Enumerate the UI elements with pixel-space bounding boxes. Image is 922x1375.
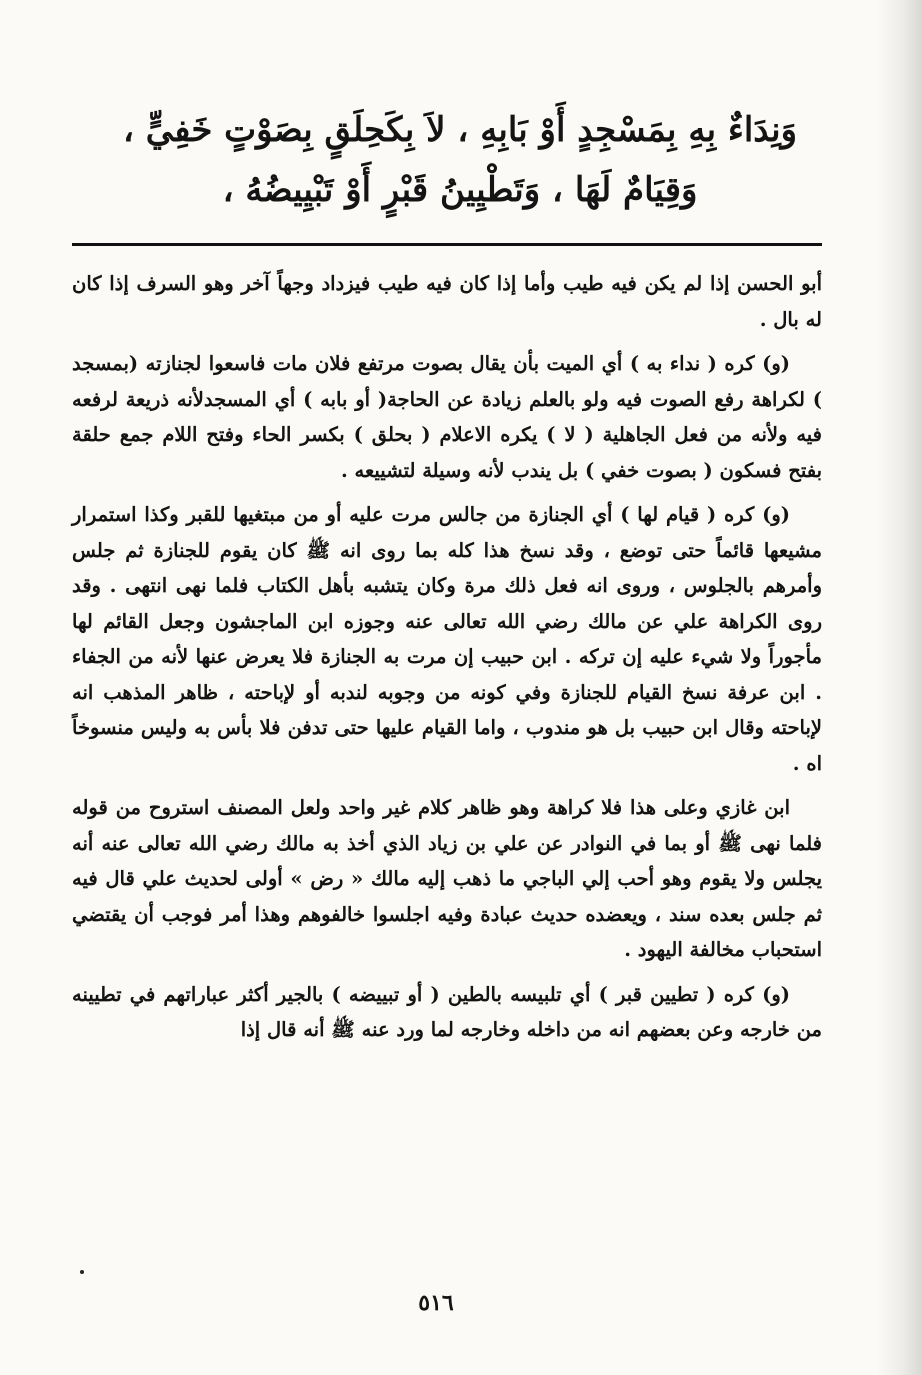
commentary-paragraph-2: (و) كره ( نداء به ) أي الميت بأن يقال بصوت مرتفع فلان مات فاسعوا لجنازته (بمسجد ) لكراهة رفع الصوت فيه ولو بالعلم زيادة عن الحاجة( أو بابه ) أي المسجدلأنه ذريعة لرفعه فيه ولأنه من فعل الجاهلية ( لا ) يكره الاعلام ( بحلق ) بكسر الحاء وفتح اللام جمع حلقة بفتح فسكون ( بصوت خفي ) بل يندب لأنه وسيلة لتشييعه . [72,352,822,482]
commentary-paragraph-5: (و) كره ( تطيين قبر ) أي تلبيسه بالطين ( أو تبييضه ) بالجير أكثر عباراتهم في تطيينه من خارجه وعن بعضهم انه من داخله وخارجه لما ورد عنه ﷺ أنه قال إذا [72,982,822,1041]
matn-text [110,100,810,220]
commentary-paragraph-1: أبو الحسن إذا لم يكن فيه طيب وأما إذا كان فيه طيب فيزداد وجهاً آخر وهو السرف إذا كان له بال . [72,272,822,331]
commentary-paragraph-3: (و) كره ( قيام لها ) أي الجنازة من جالس مرت عليه أو من مبتغيها للقبر وكذا استمرار مشيعها قائماً حتى توضع ، وقد نسخ هذا كله بما روى انه ﷺ كان يقوم للجنازة ثم جلس وأمرهم بالجلوس ، وروى انه فعل ذلك مرة وكان يتشبه بأهل الكتاب فلما نهى انتهى . وقد روى الكراهة علي عن مالك رضي الله تعالى عنه وجوزه ابن الماجشون وجعل القائم لها مأجوراً ولا شيء عليه إن تركه . ابن حبيب إن مرت به الجنازة فلا يعرض عنها لأنه من الجفاء . ابن عرفة نسخ القيام للجنازة وفي كونه من وجوبه لندبه أو لإباحته ، ظاهر المذهب انه لإباحته وقال ابن حبيب بل هو مندوب ، واما القيام عليها حتى تدفن فلا بأس به وليس منسوخاً اه . [72,503,822,775]
commentary-paragraph-4: ابن غازي وعلى هذا فلا كراهة وهو ظاهر كلام غير واحد ولعل المصنف استروح من قوله فلما نهى ﷺ أو بما في النوادر عن علي بن زياد الذي أخذ به مالك رضي الله تعالى عنه أنه يجلس ولا يقوم وهو أحب إلي الباجي ما ذهب إليه مالك « رض » أولى لحديث علي قال فيه ثم جلس بعده سند ، ويعضده حديث عبادة وفيه اجلسوا خالفوهم وهذا أمر فوجب أن يقتضي استحباب مخالفة اليهود . [72,796,822,961]
page-number: ٥١٦ [418,1290,454,1316]
commentary-text [72,266,822,1057]
page-edge-shadow [876,0,922,1375]
ink-speck [80,1270,84,1274]
matn-line-1: وَنِدَاءٌ بِهِ بِمَسْجِدٍ أَوْ بَابِهِ ، لاَ بِكَحِلَقٍ بِصَوْتٍ خَفِيٍّ ، [122,110,798,150]
matn-line-2: وَقِيَامٌ لَهَا ، وَتَطْيِينُ قَبْرٍ أَوْ تَبْيِيضُهُ ، [222,170,698,210]
separator-rule [72,243,822,246]
